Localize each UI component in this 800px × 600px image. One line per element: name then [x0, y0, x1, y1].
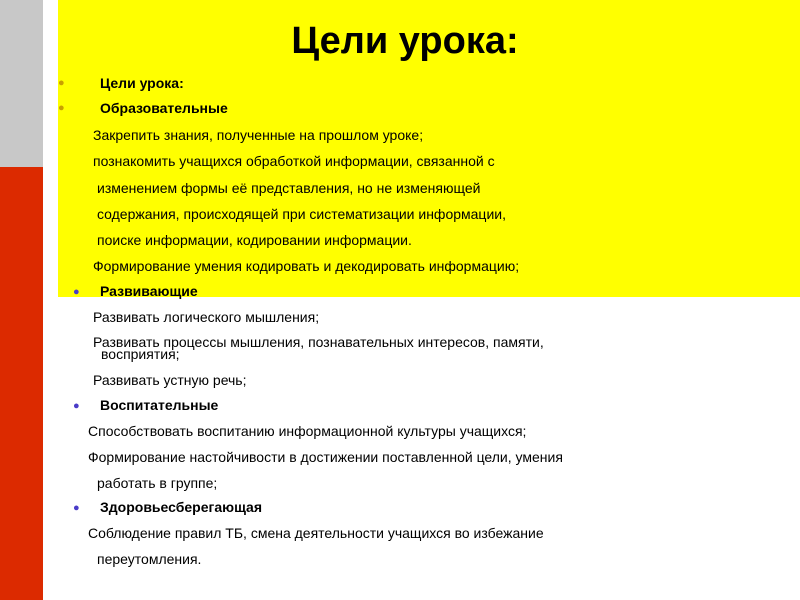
developing-line: восприятия; — [101, 346, 180, 362]
health-line: переутомления. — [97, 551, 202, 567]
developing-line: Развивать устную речь; — [93, 372, 247, 388]
upbringing-line: Способствовать воспитанию информационной культуры учащихся; — [88, 423, 527, 439]
left-red-bar — [0, 167, 43, 600]
bullet-icon: ● — [58, 77, 65, 89]
upbringing-heading: Воспитательные — [100, 397, 219, 413]
educational-line: изменением формы её представления, но не изменяющей — [97, 180, 481, 196]
health-heading: Здоровьесберегающая — [100, 499, 263, 515]
white-divider-strip — [43, 0, 58, 600]
educational-heading: Образовательные — [100, 100, 228, 116]
bullet-icon: ● — [58, 102, 65, 114]
upbringing-line: работать в группе; — [97, 475, 218, 491]
goals-heading: Цели урока: — [100, 75, 184, 91]
educational-line: поиске информации, кодировании информации. — [97, 232, 412, 248]
health-line: Соблюдение правил ТБ, смена деятельности учащихся во избежание — [88, 525, 544, 541]
educational-line: познакомить учащихся обработкой информации, связанной с — [93, 153, 495, 169]
slide-title: Цели урока: — [291, 20, 519, 62]
educational-line: Закрепить знания, полученные на прошлом уроке; — [93, 127, 424, 143]
educational-line: содержания, происходящей при систематизации информации, — [97, 206, 506, 222]
developing-heading: Развивающие — [100, 283, 198, 299]
educational-line: Формирование умения кодировать и декодировать информацию; — [93, 258, 520, 274]
developing-line: Развивать процессы мышления, познавательных интересов, памяти, — [93, 334, 544, 350]
developing-line: Развивать логического мышления; — [93, 309, 320, 325]
bullet-icon: ● — [73, 400, 80, 412]
bullet-icon: ● — [73, 286, 80, 298]
upbringing-line: Формирование настойчивости в достижении поставленной цели, умения — [88, 449, 563, 465]
bullet-icon: ● — [73, 502, 80, 514]
